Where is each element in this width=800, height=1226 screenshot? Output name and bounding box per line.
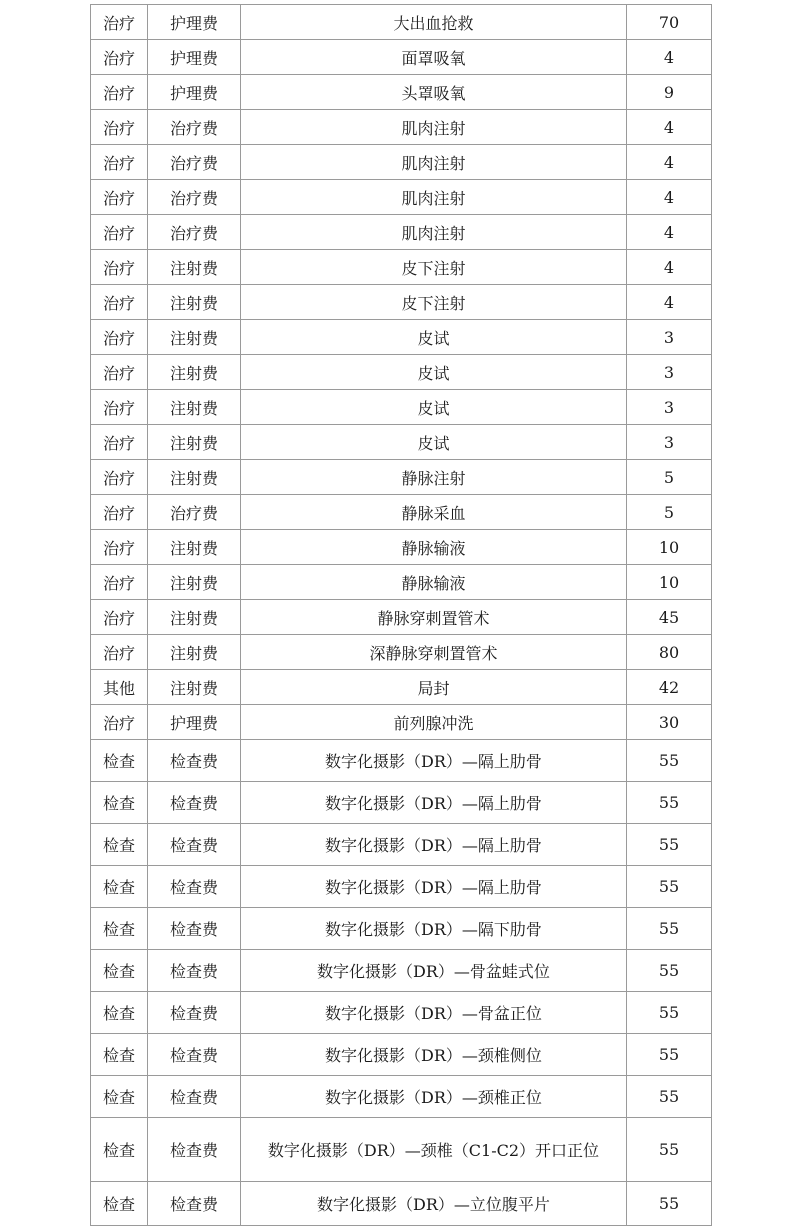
item-name-cell: 肌肉注射 [241, 180, 627, 215]
fee-type-cell: 检查费 [148, 1118, 241, 1182]
category-cell: 治疗 [91, 530, 148, 565]
category-cell: 检查 [91, 740, 148, 782]
category-cell: 检查 [91, 1118, 148, 1182]
table-row [91, 565, 712, 600]
table-row [91, 908, 712, 950]
price-cell: 4 [627, 180, 712, 215]
category-cell: 治疗 [91, 40, 148, 75]
category-cell: 治疗 [91, 145, 148, 180]
item-name-cell: 大出血抢救 [241, 5, 627, 40]
table-row [91, 355, 712, 390]
price-cell: 55 [627, 824, 712, 866]
table-row [91, 950, 712, 992]
table-row [91, 390, 712, 425]
category-cell: 检查 [91, 824, 148, 866]
fee-type-cell: 注射费 [148, 530, 241, 565]
price-cell: 5 [627, 460, 712, 495]
fee-type-cell: 检查费 [148, 782, 241, 824]
category-cell: 治疗 [91, 565, 148, 600]
table-row [91, 250, 712, 285]
item-name-cell: 静脉采血 [241, 495, 627, 530]
item-name-cell: 皮试 [241, 425, 627, 460]
table-row [91, 670, 712, 705]
category-cell: 其他 [91, 670, 148, 705]
fee-type-cell: 检查费 [148, 824, 241, 866]
price-cell: 30 [627, 705, 712, 740]
category-cell: 治疗 [91, 495, 148, 530]
fee-table-body [91, 5, 712, 1226]
table-row [91, 1034, 712, 1076]
table-row [91, 782, 712, 824]
table-row [91, 180, 712, 215]
fee-type-cell: 护理费 [148, 75, 241, 110]
fee-type-cell: 护理费 [148, 705, 241, 740]
item-name-cell: 皮试 [241, 390, 627, 425]
fee-type-cell: 注射费 [148, 460, 241, 495]
table-row [91, 110, 712, 145]
category-cell: 治疗 [91, 75, 148, 110]
table-row [91, 635, 712, 670]
fee-table [90, 4, 712, 1226]
price-cell: 9 [627, 75, 712, 110]
category-cell: 检查 [91, 908, 148, 950]
item-name-cell: 肌肉注射 [241, 110, 627, 145]
category-cell: 治疗 [91, 320, 148, 355]
fee-type-cell: 护理费 [148, 40, 241, 75]
table-row [91, 320, 712, 355]
item-name-cell: 数字化摄影（DR）—隔上肋骨 [241, 782, 627, 824]
item-name-cell: 数字化摄影（DR）—隔上肋骨 [241, 824, 627, 866]
table-row [91, 460, 712, 495]
fee-type-cell: 检查费 [148, 992, 241, 1034]
item-name-cell: 皮下注射 [241, 250, 627, 285]
fee-type-cell: 检查费 [148, 908, 241, 950]
fee-type-cell: 注射费 [148, 320, 241, 355]
item-name-cell: 静脉穿刺置管术 [241, 600, 627, 635]
item-name-cell: 前列腺冲洗 [241, 705, 627, 740]
fee-type-cell: 注射费 [148, 250, 241, 285]
price-cell: 70 [627, 5, 712, 40]
fee-type-cell: 检查费 [148, 1182, 241, 1226]
price-cell: 45 [627, 600, 712, 635]
table-row [91, 145, 712, 180]
table-row [91, 740, 712, 782]
item-name-cell: 数字化摄影（DR）—颈椎侧位 [241, 1034, 627, 1076]
item-name-cell: 头罩吸氧 [241, 75, 627, 110]
price-cell: 4 [627, 110, 712, 145]
fee-type-cell: 注射费 [148, 670, 241, 705]
price-cell: 10 [627, 565, 712, 600]
table-row [91, 215, 712, 250]
price-cell: 3 [627, 390, 712, 425]
table-row [91, 1076, 712, 1118]
fee-type-cell: 注射费 [148, 635, 241, 670]
price-cell: 55 [627, 1118, 712, 1182]
category-cell: 治疗 [91, 390, 148, 425]
item-name-cell: 静脉输液 [241, 565, 627, 600]
item-name-cell: 数字化摄影（DR）—隔上肋骨 [241, 866, 627, 908]
item-name-cell: 皮试 [241, 355, 627, 390]
table-row [91, 40, 712, 75]
table-row [91, 1118, 712, 1182]
fee-type-cell: 检查费 [148, 740, 241, 782]
price-cell: 80 [627, 635, 712, 670]
price-cell: 55 [627, 992, 712, 1034]
item-name-cell: 深静脉穿刺置管术 [241, 635, 627, 670]
category-cell: 检查 [91, 1034, 148, 1076]
fee-type-cell: 注射费 [148, 600, 241, 635]
item-name-cell: 静脉输液 [241, 530, 627, 565]
category-cell: 治疗 [91, 250, 148, 285]
table-row [91, 824, 712, 866]
category-cell: 检查 [91, 866, 148, 908]
fee-type-cell: 注射费 [148, 285, 241, 320]
table-row [91, 866, 712, 908]
item-name-cell: 静脉注射 [241, 460, 627, 495]
fee-type-cell: 检查费 [148, 1034, 241, 1076]
price-cell: 4 [627, 250, 712, 285]
price-cell: 4 [627, 40, 712, 75]
item-name-cell: 局封 [241, 670, 627, 705]
fee-type-cell: 注射费 [148, 565, 241, 600]
price-cell: 55 [627, 1182, 712, 1226]
fee-type-cell: 治疗费 [148, 495, 241, 530]
item-name-cell: 肌肉注射 [241, 145, 627, 180]
item-name-cell: 数字化摄影（DR）—颈椎（C1-C2）开口正位 [241, 1118, 627, 1182]
fee-type-cell: 注射费 [148, 390, 241, 425]
fee-type-cell: 治疗费 [148, 110, 241, 145]
price-cell: 55 [627, 866, 712, 908]
category-cell: 检查 [91, 950, 148, 992]
price-cell: 55 [627, 740, 712, 782]
price-cell: 4 [627, 285, 712, 320]
table-row [91, 705, 712, 740]
table-row [91, 1182, 712, 1226]
table-row [91, 992, 712, 1034]
price-cell: 55 [627, 950, 712, 992]
table-row [91, 495, 712, 530]
table-row [91, 75, 712, 110]
category-cell: 治疗 [91, 180, 148, 215]
category-cell: 治疗 [91, 425, 148, 460]
price-cell: 10 [627, 530, 712, 565]
category-cell: 治疗 [91, 635, 148, 670]
item-name-cell: 皮下注射 [241, 285, 627, 320]
fee-type-cell: 护理费 [148, 5, 241, 40]
fee-type-cell: 治疗费 [148, 145, 241, 180]
item-name-cell: 数字化摄影（DR）—立位腹平片 [241, 1182, 627, 1226]
item-name-cell: 肌肉注射 [241, 215, 627, 250]
category-cell: 治疗 [91, 705, 148, 740]
item-name-cell: 皮试 [241, 320, 627, 355]
category-cell: 治疗 [91, 215, 148, 250]
price-cell: 4 [627, 145, 712, 180]
price-cell: 4 [627, 215, 712, 250]
category-cell: 检查 [91, 992, 148, 1034]
category-cell: 治疗 [91, 285, 148, 320]
price-cell: 55 [627, 1076, 712, 1118]
item-name-cell: 面罩吸氧 [241, 40, 627, 75]
item-name-cell: 数字化摄影（DR）—颈椎正位 [241, 1076, 627, 1118]
category-cell: 检查 [91, 1076, 148, 1118]
price-cell: 3 [627, 355, 712, 390]
fee-type-cell: 检查费 [148, 866, 241, 908]
fee-type-cell: 注射费 [148, 425, 241, 460]
price-cell: 5 [627, 495, 712, 530]
fee-type-cell: 注射费 [148, 355, 241, 390]
category-cell: 治疗 [91, 355, 148, 390]
category-cell: 治疗 [91, 600, 148, 635]
item-name-cell: 数字化摄影（DR）—骨盆正位 [241, 992, 627, 1034]
price-cell: 55 [627, 908, 712, 950]
fee-type-cell: 检查费 [148, 1076, 241, 1118]
category-cell: 治疗 [91, 110, 148, 145]
category-cell: 检查 [91, 782, 148, 824]
table-row [91, 425, 712, 460]
price-cell: 55 [627, 782, 712, 824]
price-cell: 3 [627, 425, 712, 460]
price-cell: 55 [627, 1034, 712, 1076]
category-cell: 检查 [91, 1182, 148, 1226]
item-name-cell: 数字化摄影（DR）—隔下肋骨 [241, 908, 627, 950]
item-name-cell: 数字化摄影（DR）—隔上肋骨 [241, 740, 627, 782]
table-row [91, 530, 712, 565]
fee-type-cell: 治疗费 [148, 180, 241, 215]
table-row [91, 5, 712, 40]
price-cell: 42 [627, 670, 712, 705]
table-row [91, 285, 712, 320]
fee-type-cell: 治疗费 [148, 215, 241, 250]
fee-type-cell: 检查费 [148, 950, 241, 992]
price-cell: 3 [627, 320, 712, 355]
table-row [91, 600, 712, 635]
item-name-cell: 数字化摄影（DR）—骨盆蛙式位 [241, 950, 627, 992]
category-cell: 治疗 [91, 460, 148, 495]
category-cell: 治疗 [91, 5, 148, 40]
